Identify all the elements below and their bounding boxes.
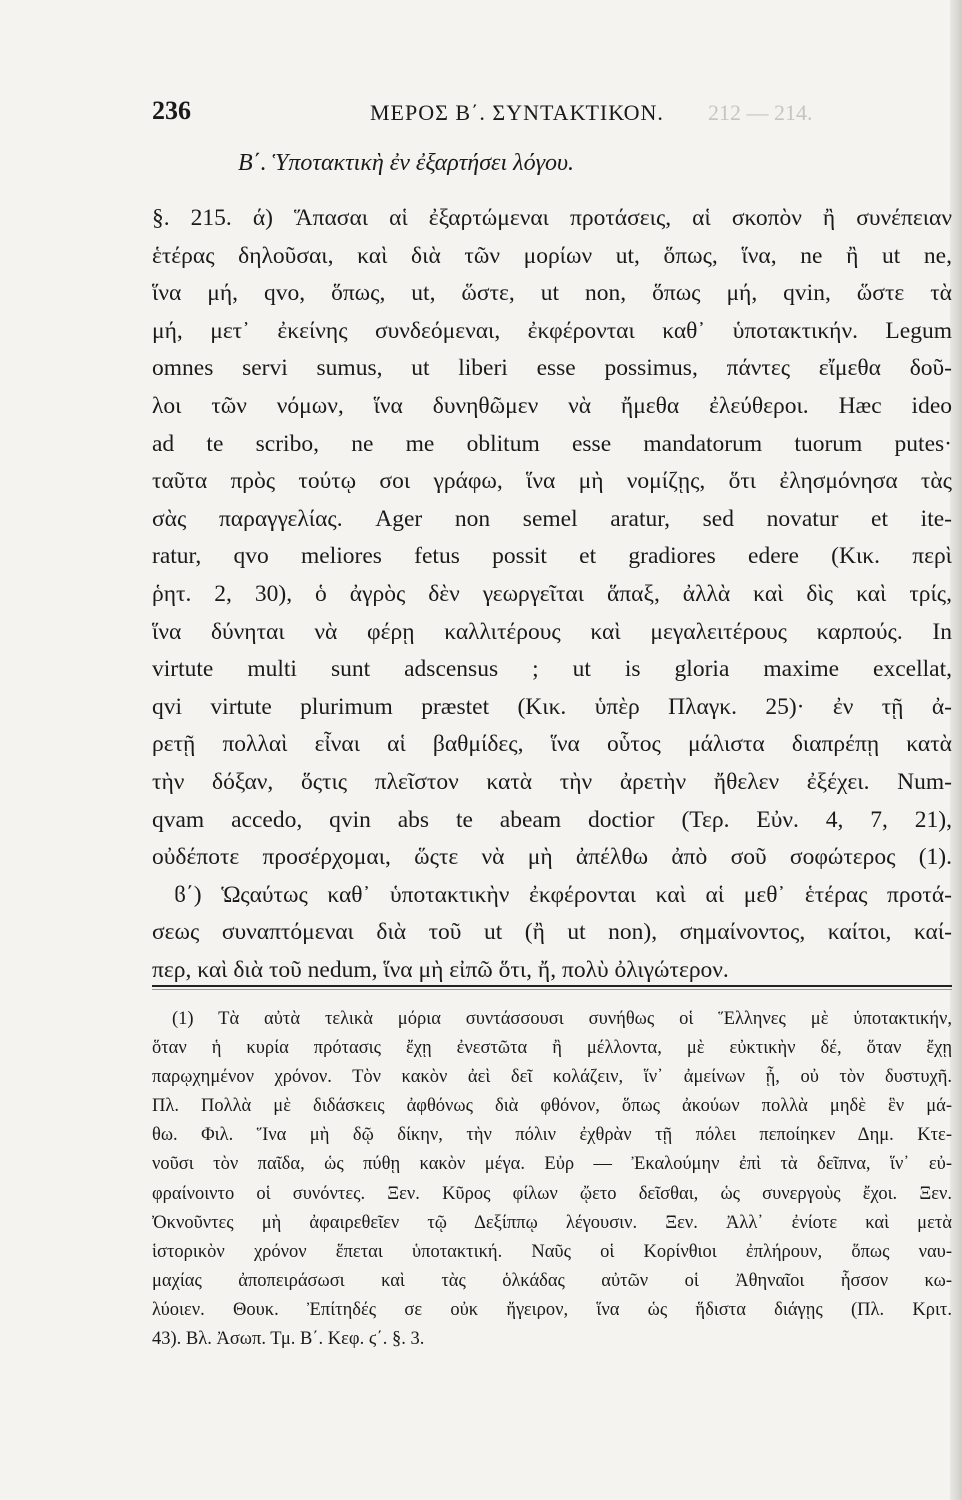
body-line: μή, μετ᾽ ἐκείνης συνδεόμεναι, ἐκφέρονται καθ᾽ ὑποτακτικήν. Legum	[152, 317, 952, 344]
footnotes	[152, 1005, 952, 1354]
body-line: ἵνα δύνηται νὰ φέρῃ καλλιτέρους καὶ μεγαλειτέρους καρπούς. In	[152, 618, 952, 645]
body-text	[152, 200, 952, 989]
footnote-line: φραίνοιντο οἱ συνόντες. Ξεν. Κῦρος φίλων ᾤετο δεῖσθαι, ὡς συνεργοὺς ἔχοι. Ξεν.	[152, 1183, 952, 1204]
bleed-through-text: 212 — 214.	[708, 100, 813, 125]
footnote-line: Ὀκνοῦντες μὴ ἀφαιρεθεῖεν τῷ Δεξίππῳ λέγουσιν. Ξεν. Ἀλλ᾽ ἐνίοτε καὶ μετὰ	[152, 1212, 952, 1233]
footnote-line: Πλ. Πολλὰ μὲ διδάσκεις ἀφθόνως διὰ φθόνον, ὅπως ἀκούων πολλὰ μηδὲ ἓν μά-	[152, 1096, 952, 1117]
footnote-line: παρῳχημένον χρόνον. Τὸν κακὸν ἀεὶ δεῖ κολάζειν, ἵν᾽ ἀμείνων ᾖ, οὐ τὸν δυστυχῆ.	[152, 1067, 952, 1088]
body-line: qvi virtute plurimum præstet (Κικ. ὑπὲρ Πλαγκ. 25)· ἐν τῇ ἀ-	[152, 693, 952, 720]
footnote-line: νοῦσι τὸν παῖδα, ὡς πύθῃ κακὸν μέγα. Εὐρ — Ἐκαλούμην ἐπὶ τὰ δεῖπνα, ἵν᾽ εὐ-	[152, 1154, 952, 1175]
body-line: ratur, qvo meliores fetus possit et gradiores edere (Κικ. περὶ	[152, 543, 952, 570]
body-line: λοι τῶν νόμων, ἵνα δυνηθῶμεν νὰ ἤμεθα ἐλεύθεροι. Hæc ideo	[152, 392, 952, 419]
body-line: τὴν δόξαν, ὅςτις πλεῖστον κατὰ τὴν ἀρετὴν ἤθελεν ἐξέχει. Num-	[152, 768, 952, 795]
body-line: ϐ΄) Ὡςαύτως καθ᾽ ὑποτακτικὴν ἐκφέρονται καὶ αἱ μεθ᾽ ἑτέρας προτά-	[174, 881, 952, 908]
page-header	[152, 94, 952, 134]
body-line: ἵνα μή, qvo, ὅπως, ut, ὥστε, ut non, ὅπως μή, qvin, ὥστε τὰ	[152, 280, 952, 307]
body-line: περ, καὶ διὰ τοῦ nedum, ἵνα μὴ εἰπῶ ὅτι, ἤ, πολὺ ὀλιγώτερον.	[152, 956, 729, 983]
section-title: Β΄. Ὑποτακτικὴ ἐν ἐξαρτήσει λόγου.	[238, 150, 575, 176]
footnote-line: θω. Φιλ. Ἵνα μὴ δῷ δίκην, τὴν πόλιν ἐχθρὰν τῇ πόλει πεποίηκεν Δημ. Κτε-	[152, 1125, 952, 1146]
footnote-line: ἱστορικὸν χρόνον ἕπεται ὑποτακτική. Ναῦς οἱ Κορίνθιοι ἐπλήρουν, ὅπως ναυ-	[152, 1241, 952, 1262]
body-line: ταῦτα πρὸς τούτῳ σοι γράφω, ἵνα μὴ νομίζῃς, ὅτι ἐλησμόνησα τὰς	[152, 468, 952, 495]
page-number: 236	[152, 96, 191, 125]
body-line: σεως συναπτόμεναι διὰ τοῦ ut (ἢ ut non), σημαίνοντος, καίτοι, καί-	[152, 919, 952, 946]
footnote-rule	[152, 985, 952, 987]
body-line: ἑτέρας δηλοῦσαι, καὶ διὰ τῶν μορίων ut, ὅπως, ἵνα, ne ἢ ut ne,	[152, 242, 952, 269]
footnote-line: (1) Τὰ αὐτὰ τελικὰ μόρια συντάσσουσι συνήθως οἱ Ἕλληνες μὲ ὑποτακτικήν,	[172, 1009, 952, 1029]
footnote-rule-thin	[152, 989, 952, 990]
body-line: virtute multi sunt adscensus ; ut is gloria maxime excellat,	[152, 656, 952, 683]
body-line: ρετῇ πολλαὶ εἶναι αἱ βαθμίδες, ἵνα οὗτος μάλιστα διαπρέπῃ κατὰ	[152, 731, 952, 758]
footnote-line: 43). Βλ. Ἀσωπ. Τμ. Β΄. Κεφ. ϛ΄. §. 3.	[152, 1329, 425, 1350]
body-line: οὐδέποτε προσέρχομαι, ὥςτε νὰ μὴ ἀπέλθω ἀπὸ σοῦ σοφώτερος (1).	[152, 844, 952, 871]
footnote-line: λύοιεν. Θουκ. Ἐπίτηδές σε οὐκ ἤγειρον, ἵνα ὡς ἥδιστα διάγῃς (Πλ. Κριτ.	[152, 1299, 952, 1320]
body-line: ῥητ. 2, 30), ὁ ἀγρὸς δὲν γεωργεῖται ἅπαξ, ἀλλὰ καὶ δὶς καὶ τρίς,	[152, 580, 952, 607]
footnote-line: ὅταν ἡ κυρία πρότασις ἔχῃ ἐνεστῶτα ἢ μέλλοντα, μὲ εὐκτικὴν δέ, ὅταν ἔχῃ	[152, 1038, 952, 1059]
body-line: ad te scribo, ne me oblitum esse mandatorum tuorum putes·	[152, 430, 952, 457]
running-head: ΜΕΡΟΣ Β΄. ΣΥΝΤΑΚΤΙΚΟΝ.	[370, 100, 664, 125]
body-line: qvam accedo, qvin abs te abeam doctior (Τερ. Εὐν. 4, 7, 21),	[152, 806, 952, 833]
body-line: σὰς παραγγελίας. Ager non semel aratur, sed novatur et ite-	[152, 505, 952, 532]
body-line: §. 215. ά) Ἅπασαι αἱ ἐξαρτώμεναι προτάσεις, αἱ σκοπὸν ἢ συνέπειαν	[152, 205, 952, 231]
footnote-line: μαχίας ἀποπειράσωσι καὶ τὰς ὁλκάδας αὐτῶν οἱ Ἀθηναῖοι ἧσσον κω-	[152, 1270, 952, 1291]
body-line: omnes servi sumus, ut liberi esse possimus, πάντες εἴμεθα δοῦ-	[152, 355, 952, 382]
